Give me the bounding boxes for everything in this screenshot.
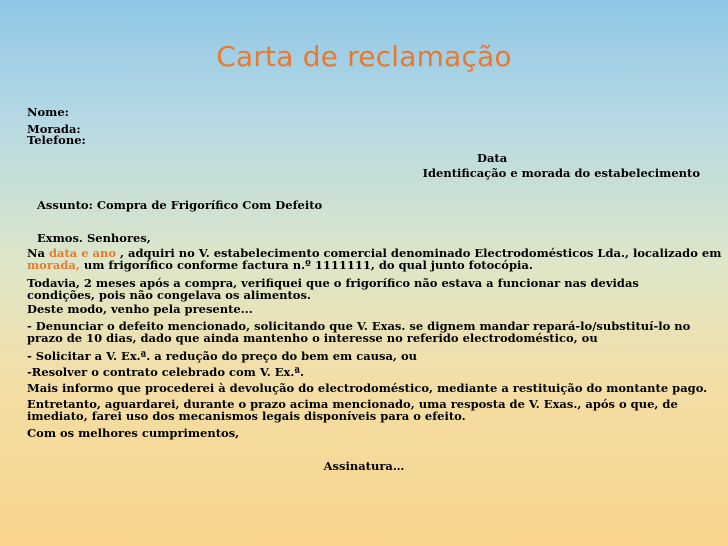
greeting: Exmos. Senhores, [37,231,151,245]
date-year-placeholder: data e ano [48,246,117,260]
field-nome: Nome: [27,105,69,119]
signature-line: Assinatura… [323,459,405,473]
paragraph-7: Mais informo que procederei à devolução do electrodoméstico, mediante a restituição do montante pago. [27,381,708,395]
p1-text-c: um frigorífico conforme factura n.º 1111111, do qual junto fotocópia. [79,258,533,272]
paragraph-3: Deste modo, venho pela presente... [27,302,253,316]
p1-text-a: Na [27,246,49,260]
paragraph-9: Com os melhores cumprimentos, [27,426,240,440]
paragraph-6: -Resolver o contrato celebrado com V. Ex.ª. [27,365,304,379]
field-morada: Morada: [27,122,81,136]
morada-placeholder: morada, [27,258,80,272]
establishment-label: Identificação e morada do estabelecimento [422,166,700,180]
page-title: Carta de reclamação [216,40,512,73]
p1-text-b: , adquiri no V. estabelecimento comercial denominado Electrodomésticos Lda., localizado em [116,246,722,260]
field-telefone: Telefone: [27,133,86,147]
date-label: Data [477,151,508,165]
paragraph-4: - Denunciar o defeito mencionado, solicitando que V. Exas. se dignem mandar repará-lo/substituí-lo no prazo de 10 dias, dado que ainda mantenho o interesse no referido electrodoméstico, ou [27,319,691,345]
paragraph-2: Todavia, 2 meses após a compra, verifiquei que o frigorífico não estava a funcionar nas devidas condições, pois não congelava os alimentos. [27,276,639,302]
subject-line: Assunto: Compra de Frigorífico Com Defeito [37,198,323,212]
paragraph-5: - Solicitar a V. Ex.ª. a redução do preço do bem em causa, ou [27,349,417,363]
paragraph-8: Entretanto, aguardarei, durante o prazo acima mencionado, uma resposta de V. Exas., após o que, de imediato, farei uso dos mecanismos legais disponíveis para o efeito. [27,397,678,423]
paragraph-1-line-2 [27,259,705,271]
